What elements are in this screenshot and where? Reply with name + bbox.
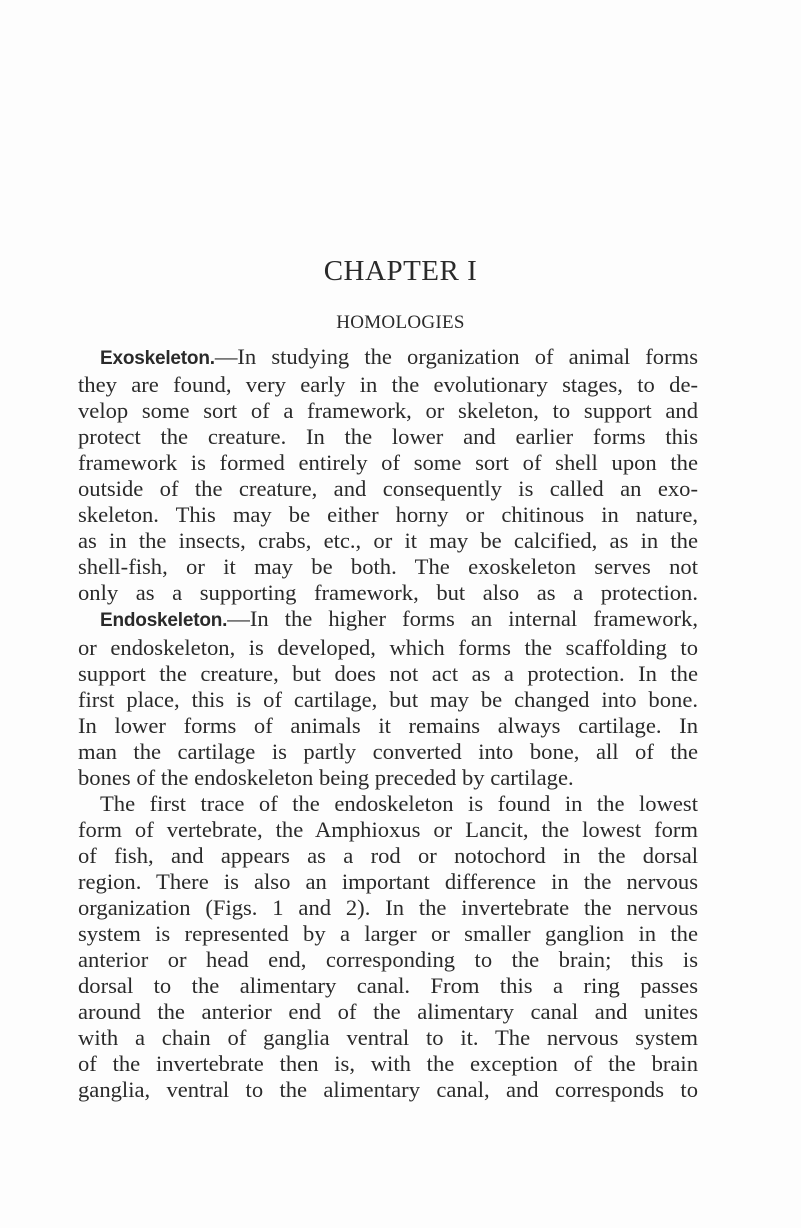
text-line: shell-fish, or it may be both. The exoskeleton serves not — [78, 554, 698, 580]
text-line: dorsal to the alimentary canal. From this a ring passes — [78, 973, 698, 999]
text-line: as in the insects, crabs, etc., or it may be calcified, as in the — [78, 528, 698, 554]
text-line: system is represented by a larger or smaller ganglion in the — [78, 921, 698, 947]
text-line: only as a supporting framework, but also as a protection. — [78, 580, 698, 606]
text-line: Exoskeleton.—In studying the organization of animal forms — [100, 344, 698, 369]
paragraph-lead: Exoskeleton. — [100, 348, 215, 369]
text-line: velop some sort of a framework, or skeleton, to support and — [78, 398, 698, 424]
text-line: bones of the endoskeleton being preceded by cartilage. — [78, 764, 574, 790]
text-line: form of vertebrate, the Amphioxus or Lancit, the lowest form — [78, 816, 698, 842]
text-line: they are found, very early in the evolutionary stages, to de- — [78, 372, 698, 398]
paragraph-exoskeleton — [78, 344, 698, 606]
paragraph-endoskeleton — [78, 606, 698, 790]
text-line: region. There is also an important difference in the nervous — [78, 868, 698, 894]
text-line: protect the creature. In the lower and earlier forms this — [78, 424, 698, 450]
chapter-title: CHAPTER I — [323, 255, 478, 287]
text-line: The first trace of the endoskeleton is found in the lowest — [100, 790, 698, 816]
text-line: or endoskeleton, is developed, which forms the scaffolding to — [78, 634, 698, 660]
text-line: anterior or head end, corresponding to the brain; this is — [78, 947, 698, 973]
text-line: with a chain of ganglia ventral to it. The nervous system — [78, 1025, 698, 1051]
paragraph-notochord — [78, 791, 698, 1104]
text-line: of the invertebrate then is, with the exception of the brain — [78, 1051, 698, 1077]
text-line: ganglia, ventral to the alimentary canal, and corresponds to — [78, 1077, 698, 1103]
section-title: HOMOLOGIES — [336, 312, 465, 333]
text-line: framework is formed entirely of some sort of shell upon the — [78, 450, 698, 476]
text-line: first place, this is of cartilage, but may be changed into bone. — [78, 686, 698, 712]
text-line: Endoskeleton.—In the higher forms an internal framework, — [100, 606, 698, 632]
paragraph-lead: Endoskeleton. — [100, 610, 228, 632]
text-line: In lower forms of animals it remains always cartilage. In — [78, 712, 698, 738]
text-line: support the creature, but does not act as a protection. In the — [78, 660, 698, 686]
body-text — [78, 344, 698, 1103]
text-line: man the cartilage is partly converted into bone, all of the — [78, 738, 698, 764]
text-line: organization (Figs. 1 and 2). In the invertebrate the nervous — [78, 894, 698, 920]
text-line: skeleton. This may be either horny or chitinous in nature, — [78, 502, 698, 528]
text-line: of fish, and appears as a rod or notochord in the dorsal — [78, 842, 698, 868]
text-line: around the anterior end of the alimentary canal and unites — [78, 999, 698, 1025]
text-line: outside of the creature, and consequently is called an exo- — [78, 476, 698, 502]
